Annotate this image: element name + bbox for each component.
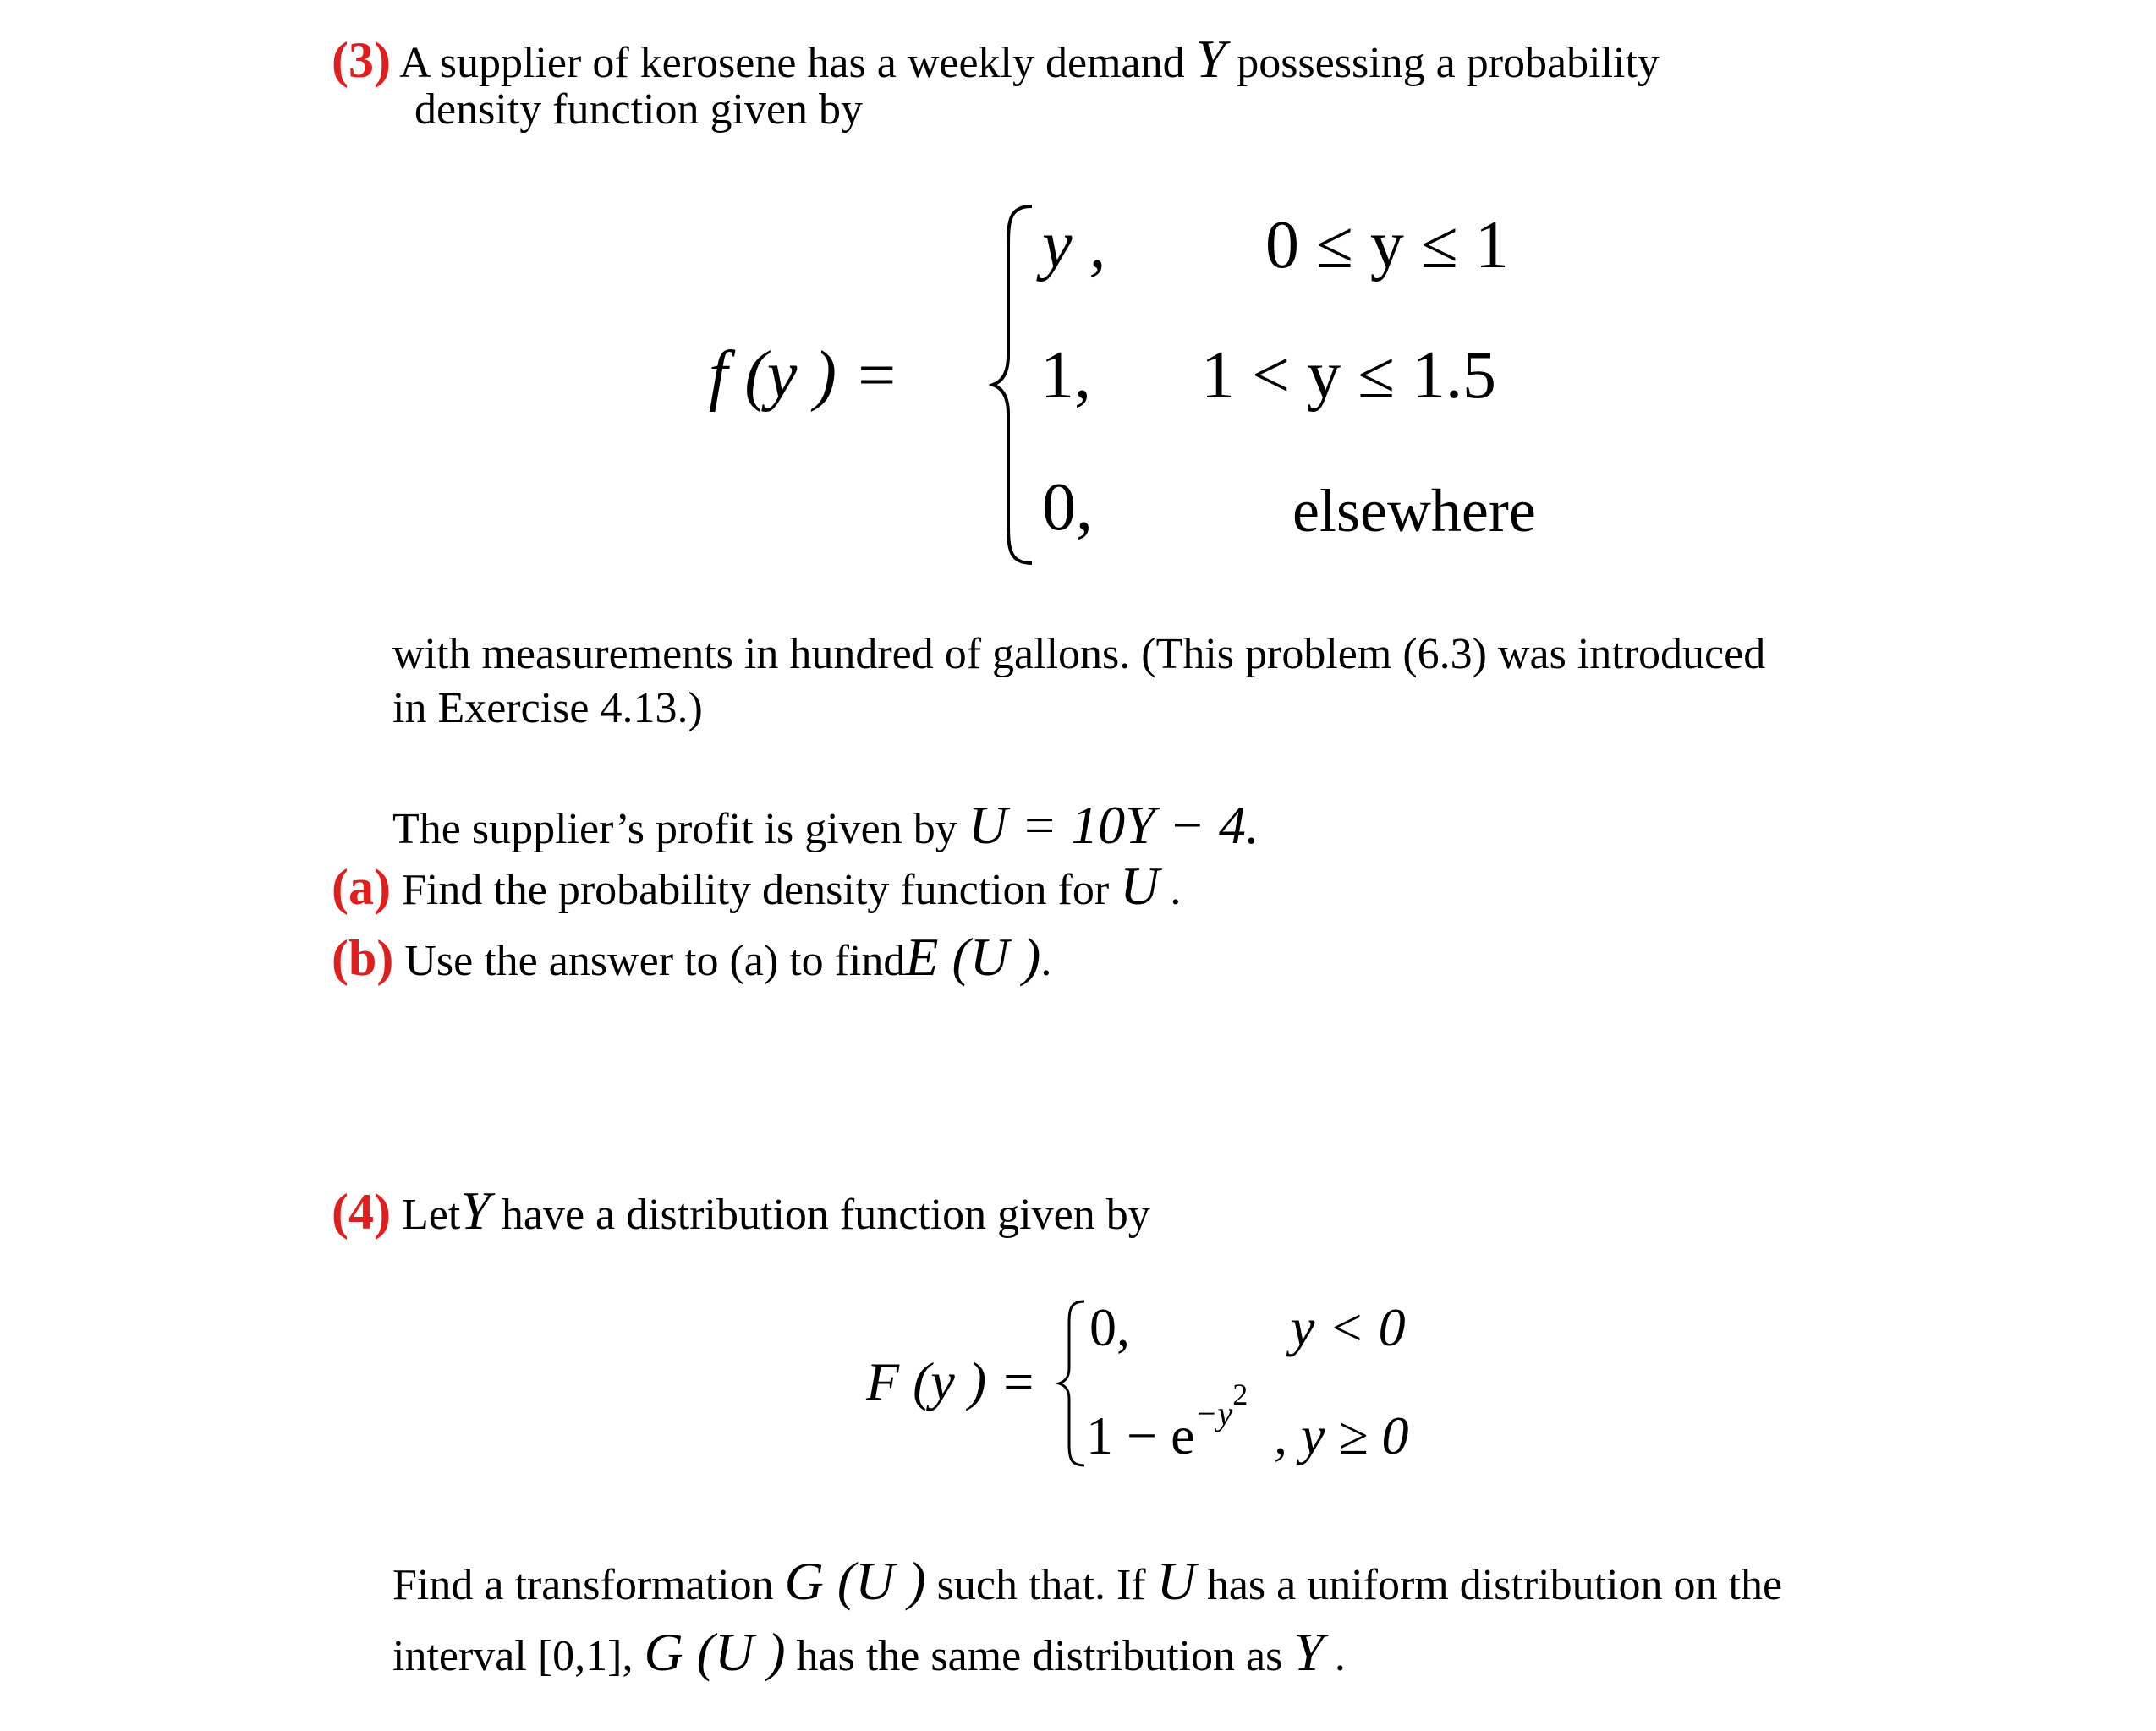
cdf-row1-value: 0, <box>1089 1297 1130 1357</box>
pdf-row1-value: y , <box>1042 208 1106 282</box>
find-line2-b: has the same distribution as <box>785 1632 1294 1680</box>
pdf-row1-condition: 0 ≤ y ≤ 1 <box>1265 208 1509 282</box>
part-b-line <box>332 927 1052 987</box>
pdf-row2-condition: 1 < y ≤ 1.5 <box>1201 338 1497 413</box>
find-text-a: Find a transformation <box>392 1561 785 1609</box>
find-var-y: Y <box>1293 1622 1324 1682</box>
find-line2-a: interval [0,1], <box>392 1632 645 1680</box>
pdf-lhs: f (y ) = <box>709 338 899 413</box>
part-a-line <box>332 856 1182 916</box>
find-text-b: such that. If <box>925 1561 1157 1609</box>
pdf-row2-value: 1, <box>1040 338 1091 413</box>
find-end: . <box>1323 1632 1346 1680</box>
cdf-row2-exponent-2: 2 <box>1232 1378 1248 1411</box>
find-expr-2: G (U ) <box>644 1622 786 1682</box>
part-a-var: U <box>1120 856 1160 916</box>
pdf-row3-value: 0, <box>1042 470 1093 545</box>
problem-3-line-2: density function given by <box>414 85 864 134</box>
problem-4-number: (4) <box>332 1184 391 1240</box>
find-text-c: has a uniform distribution on the <box>1195 1561 1783 1609</box>
find-var-u: U <box>1156 1551 1196 1611</box>
cdf-row1-condition: y < 0 <box>1291 1297 1406 1357</box>
part-a-text: Find the probability density function for <box>401 866 1121 914</box>
find-line-2 <box>392 1622 1346 1682</box>
pdf-brace <box>990 203 1040 567</box>
problem-3-number: (3) <box>332 32 391 88</box>
find-expr-1: G (U ) <box>784 1551 926 1611</box>
part-b-end: . <box>1040 937 1052 985</box>
cdf-row2-base: 1 − e <box>1086 1405 1195 1465</box>
problem-3-intro-a: A supplier of kerosene has a weekly demand <box>399 39 1196 87</box>
cdf-brace <box>1056 1299 1089 1468</box>
measure-line-2: in Exercise 4.13.) <box>392 684 703 732</box>
var-y-4: Y <box>460 1180 491 1241</box>
profit-formula: U = 10Y − 4. <box>968 795 1259 855</box>
find-line-1 <box>392 1551 1783 1611</box>
profit-line <box>392 795 1259 855</box>
profit-text: The supplier’s profit is given by <box>392 805 968 853</box>
problem-3-line-1 <box>332 29 1660 89</box>
part-b-text: Use the answer to (a) to find <box>404 937 906 985</box>
measure-line-1: with measurements in hundred of gallons. (This problem (6.3) was introduced <box>392 630 1766 678</box>
part-a-end: . <box>1159 866 1182 914</box>
problem-4-intro-a: Let <box>401 1191 461 1239</box>
part-b-expr: E (U ) <box>905 927 1041 987</box>
cdf-row2-exponent: −y <box>1194 1394 1233 1432</box>
problem-4-line-1 <box>332 1180 1150 1241</box>
var-y: Y <box>1195 29 1226 89</box>
part-b-label: (b) <box>332 930 394 986</box>
pdf-row3-condition: elsewhere <box>1292 477 1536 545</box>
cdf-row2-condition: , y ≥ 0 <box>1274 1405 1409 1465</box>
part-a-label: (a) <box>332 859 391 915</box>
cdf-lhs: F (y ) = <box>866 1351 1037 1411</box>
problem-3-intro-b: possessing a probability <box>1226 39 1660 87</box>
cdf-row2-value <box>1086 1378 1248 1465</box>
problem-4-intro-b: have a distribution function given by <box>490 1191 1150 1239</box>
